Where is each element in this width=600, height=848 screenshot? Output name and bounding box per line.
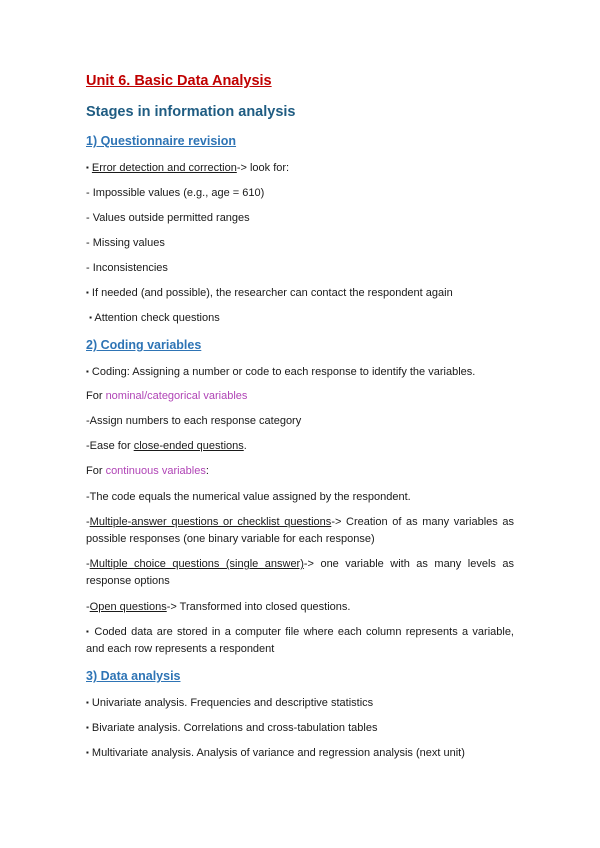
- nominal-variables-term: nominal/categorical variables: [105, 390, 248, 402]
- list-item: - Values outside permitted ranges: [86, 212, 250, 224]
- page-subtitle: Stages in information analysis: [86, 104, 296, 120]
- multiple-answer-paragraph: [86, 514, 514, 548]
- coding-line: [86, 364, 514, 381]
- list-item: [86, 745, 514, 762]
- error-detection-line: [86, 160, 514, 177]
- continuous-variables-term: continuous variables: [105, 465, 206, 477]
- bullet-icon: ▪: [89, 313, 92, 322]
- error-detection-term: Error detection and correction: [91, 162, 237, 174]
- list-item: - Inconsistencies: [86, 262, 168, 274]
- list-item: - Impossible values (e.g., age = 610): [86, 187, 265, 199]
- attention-text: Attention check questions: [94, 312, 220, 324]
- error-detection-tail: -> look for:: [236, 162, 290, 174]
- colon: :: [205, 465, 209, 477]
- bullet-icon: ▪: [86, 163, 89, 172]
- open-questions-term: Open questions: [89, 601, 167, 613]
- bullet-icon: ▪: [86, 698, 89, 707]
- assign-line: -Assign numbers to each response category: [86, 415, 302, 427]
- ease-prefix: -Ease for: [86, 440, 134, 452]
- contact-text: If needed (and possible), the researcher can contact the respondent again: [91, 287, 453, 299]
- nominal-line: [86, 388, 514, 405]
- for-label: For: [86, 390, 106, 402]
- open-questions-text: -> Transformed into closed questions.: [166, 601, 351, 613]
- stored-paragraph: [86, 624, 514, 658]
- multiple-choice-text: -> one variable with as many levels as response options: [86, 558, 514, 587]
- multiple-answer-text: -> Creation of as many variables as possible responses (one binary variable for each response): [86, 516, 514, 545]
- ease-line: [86, 438, 514, 455]
- bivariate-text: Bivariate analysis. Correlations and cross-tabulation tables: [91, 722, 378, 734]
- close-ended-term: close-ended questions: [133, 440, 244, 452]
- section-1-heading: 1) Questionnaire revision: [86, 134, 237, 148]
- code-equals-line: -The code equals the numerical value assigned by the respondent.: [86, 491, 411, 503]
- multiple-answer-term: Multiple-answer questions or checklist questions: [89, 516, 332, 528]
- dash: -: [86, 516, 90, 528]
- bullet-icon: ▪: [86, 288, 89, 297]
- list-item: [86, 720, 514, 737]
- continuous-line: [86, 463, 514, 480]
- bullet-icon: ▪: [86, 367, 89, 376]
- contact-line: [86, 285, 514, 302]
- ease-suffix: .: [243, 440, 247, 452]
- stored-text: Coded data are stored in a computer file where each column represents a variable, and each row represents a respondent: [86, 626, 514, 655]
- univariate-text: Univariate analysis. Frequencies and descriptive statistics: [91, 697, 374, 709]
- for-label: For: [86, 465, 106, 477]
- section-2-heading: 2) Coding variables: [86, 338, 202, 352]
- multiple-choice-paragraph: [86, 556, 514, 590]
- bullet-icon: ▪: [86, 627, 91, 636]
- dash: -: [86, 601, 90, 613]
- unit-title: Unit 6. Basic Data Analysis: [86, 73, 272, 89]
- multivariate-text: Multivariate analysis. Analysis of variance and regression analysis (next unit): [91, 747, 465, 759]
- open-questions-line: [86, 599, 514, 616]
- list-item: [86, 695, 514, 712]
- multiple-choice-term: Multiple choice questions (single answer): [89, 558, 304, 570]
- section-3-heading: 3) Data analysis: [86, 669, 181, 683]
- dash: -: [86, 558, 90, 570]
- list-item: - Missing values: [86, 237, 165, 249]
- bullet-icon: ▪: [86, 748, 89, 757]
- coding-text: Coding: Assigning a number or code to each response to identify the variables.: [91, 366, 476, 378]
- attention-line: [86, 310, 514, 327]
- bullet-icon: ▪: [86, 723, 89, 732]
